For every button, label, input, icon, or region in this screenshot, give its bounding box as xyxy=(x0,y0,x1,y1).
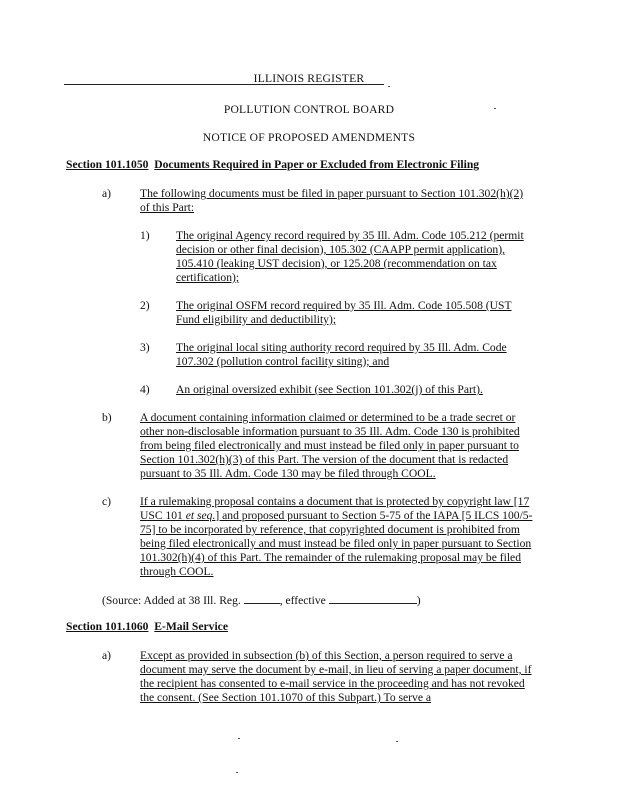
subsection-text-part: ] and proposed pursuant to Section 5-75 of the IAPA [5 ILCS 100/5-75] to be incorporated by reference, that copyrighted document is prohibited from being filed electronically and must instead be filed only in paper pursuant to Section 101.302(h)(4) of this Part. The remainder of the rulemaking proposal may be filed through COOL. xyxy=(140,509,533,578)
notice-title: NOTICE OF PROPOSED AMENDMENTS xyxy=(202,131,416,144)
source-note xyxy=(102,593,421,608)
subsection-text-italic: et seq. xyxy=(185,509,216,522)
scan-speck xyxy=(388,86,390,87)
blank-line xyxy=(329,593,417,604)
scan-speck xyxy=(396,741,398,742)
subsection-label: a) xyxy=(102,649,112,662)
item-text: The original local siting authority record required by 35 Ill. Adm. Code 107.302 (pollution control facility siting); and xyxy=(176,341,507,368)
scan-speck xyxy=(238,738,240,739)
subsection-text: A document containing information claimed or determined to be a trade secret or other non-disclosable information pursuant to 35 Ill. Adm. Code 130 is prohibited from being filed electronically and must instead be filed only in paper pursuant to Section 101.302(h)(3) of this Part. The version of the document that is redacted pursuant to 35 Ill. Adm. Code 130 may be filed through COOL. xyxy=(140,411,520,480)
scan-speck xyxy=(494,108,496,109)
source-text: ) xyxy=(416,594,421,607)
section-number: Section 101.1050 xyxy=(66,158,149,171)
subsection-text xyxy=(140,495,536,579)
section-number: Section 101.1060 xyxy=(66,620,149,633)
source-text: (Source: Added at 38 Ill. Reg. xyxy=(102,594,244,607)
section-title: E-Mail Service xyxy=(154,620,228,633)
subsection-text: The following documents must be filed in paper pursuant to Section 101.302(h)(2) of this Part: xyxy=(140,187,524,214)
subsection-label: b) xyxy=(102,411,112,424)
item-label: 2) xyxy=(140,299,150,312)
blank-line xyxy=(244,593,280,604)
register-title: ILLINOIS REGISTER xyxy=(253,72,365,85)
item-text: The original Agency record required by 35 Ill. Adm. Code 105.212 (permit decision or other final decision), 105.302 (CAAPP permit application), 105.410 (leaking UST decision), or 125.208 (recommendation on tax certification); xyxy=(176,229,524,284)
item-text: The original OSFM record required by 35 Ill. Adm. Code 105.508 (UST Fund eligibility and deductibility); xyxy=(176,299,512,326)
scan-speck xyxy=(236,772,238,773)
item-text: An original oversized exhibit (see Section 101.302(j) of this Part). xyxy=(176,383,483,396)
item-label: 1) xyxy=(140,229,150,242)
section-heading xyxy=(66,620,228,634)
subsection-text: Except as provided in subsection (b) of this Section, a person required to serve a document may serve the document by e-mail, in lieu of serving a paper document, if the recipient has consented to e-mail service in the proceeding and has not revoked the consent. (See Section 101.1070 of this Subpart.) To serve a xyxy=(140,649,532,704)
board-title: POLLUTION CONTROL BOARD xyxy=(223,103,395,116)
item-label: 4) xyxy=(140,383,150,396)
subsection-label: c) xyxy=(102,495,112,508)
subsection-text-part: If a rulemaking proposal contains a document that is protected by copyright law [17 USC 101 xyxy=(140,495,530,522)
subsection-label: a) xyxy=(102,187,112,200)
section-heading xyxy=(66,158,479,172)
section-title: Documents Required in Paper or Excluded from Electronic Filing xyxy=(154,158,480,171)
item-label: 3) xyxy=(140,341,150,354)
source-text: , effective xyxy=(279,594,329,607)
